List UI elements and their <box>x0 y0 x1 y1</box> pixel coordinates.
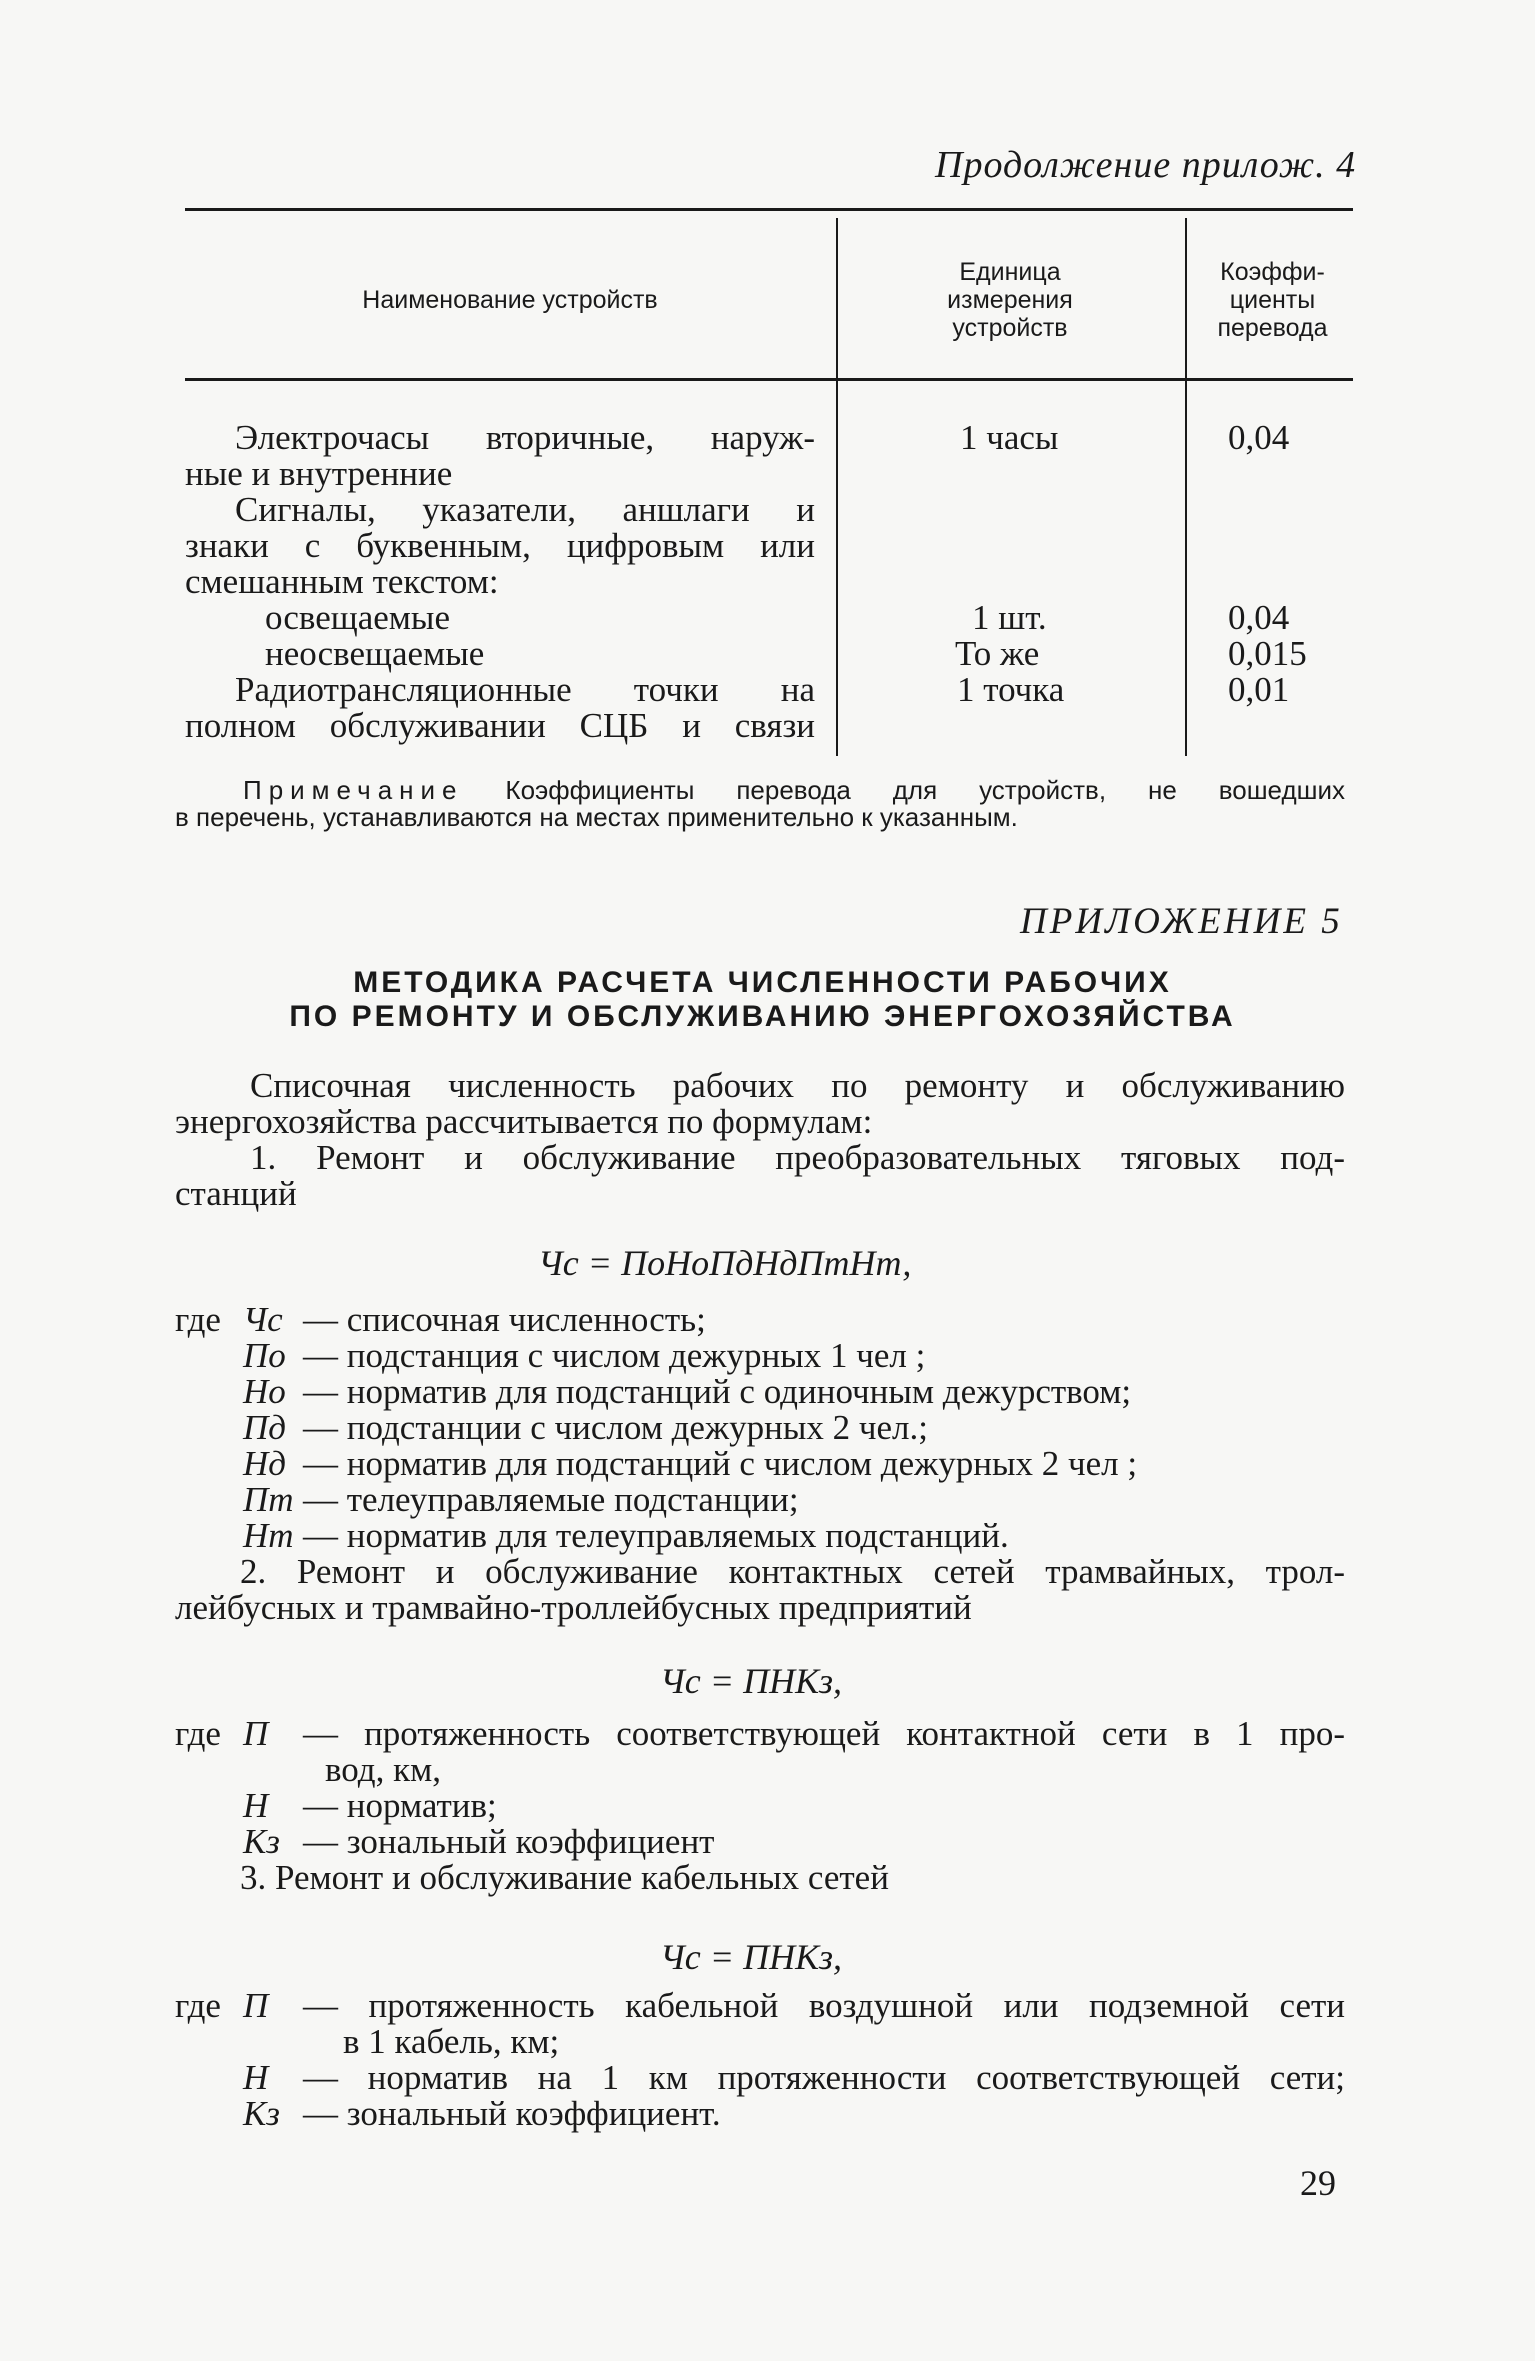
definition-item: Нт — норматив для телеуправляемых подстанций. <box>243 1516 1009 1555</box>
item-3-paragraph: 3. Ремонт и обслуживание кабельных сетей <box>240 1858 889 1897</box>
table-row: Сигналы, указатели, аншлаги и знаки с буквенным, цифровым или смешанным текстом: <box>185 490 815 601</box>
definitions-2: где П — протяженность соответствующей контактной сети в 1 про- вод, км, Н — норматив; Кз — зональный коэффициент <box>175 1714 1345 1861</box>
definition-item: где Чс — списочная численность; <box>175 1300 706 1339</box>
table-top-rule <box>185 208 1353 211</box>
definition-item: Кз — зональный коэффициент. <box>243 2094 721 2133</box>
intro-paragraph: Списочная численность рабочих по ремонту и обслуживанию энергохозяйства рассчитывается по формулам: <box>175 1066 1345 1141</box>
coef-cell: 0,015 <box>1228 634 1307 673</box>
formula-3: Чс = ПНКз, <box>660 1937 843 1977</box>
table-row: Радиотрансляционные точки на полном обслуживании СЦБ и связи <box>185 670 815 745</box>
definition-item: Кз — зональный коэффициент <box>243 1822 715 1861</box>
item-1-paragraph: 1. Ремонт и обслуживание преобразовательных тяговых под- станций <box>175 1138 1345 1213</box>
definition-item: По — подстанция с числом дежурных 1 чел ; <box>243 1336 926 1375</box>
appendix-label: ПРИЛОЖЕНИЕ 5 <box>1020 901 1343 942</box>
definition-item: Пт — телеуправляемые подстанции; <box>243 1480 799 1519</box>
definitions-1 <box>175 1302 1345 1554</box>
definition-item: Пд — подстанции с числом дежурных 2 чел.; <box>243 1408 928 1447</box>
coef-cell: 0,01 <box>1228 670 1290 709</box>
unit-cell: 1 шт. <box>972 598 1047 637</box>
table-row: неосвещаемые <box>265 634 485 673</box>
unit-cell: 1 точка <box>957 670 1065 709</box>
coef-cell: 0,04 <box>1228 598 1290 637</box>
table-row: освещаемые <box>265 598 450 637</box>
appendix-title: МЕТОДИКА РАСЧЕТА ЧИСЛЕННОСТИ РАБОЧИХ ПО РЕМОНТУ И ОБСЛУЖИВАНИЮ ЭНЕРГОХОЗЯЙСТВА <box>289 966 1236 1033</box>
formula-1: Чс = ПоНоПдНдПтНт, <box>538 1243 912 1283</box>
definition-item: Нд — норматив для подстанций с числом дежурных 2 чел ; <box>243 1444 1138 1483</box>
table-note: Примечание Коэффициенты перевода для устройств, не вошедших в перечень, устанавливаются на местах применительно к указанным. <box>175 775 1345 832</box>
table-header-rule <box>185 378 1353 381</box>
page-number: 29 <box>1300 2163 1336 2203</box>
definitions-3: где П — протяженность кабельной воздушной или подземной сети в 1 кабель, км; Н — норматив на 1 км протяженности соответствующей сети; Кз — зональный коэффициент. <box>175 1986 1345 2133</box>
item-2-paragraph: 2. Ремонт и обслуживание контактных сетей трамвайных, трол- лейбусных и трамвайно-троллейбусных предприятий <box>175 1552 1345 1627</box>
definition-item: где П — протяженность кабельной воздушной или подземной сети <box>175 1986 1345 2025</box>
unit-cell: 1 часы <box>960 418 1059 457</box>
definition-item: Н — норматив; <box>243 1786 497 1825</box>
running-head: Продолжение прилож. 4 <box>935 144 1357 186</box>
formula-2: Чс = ПНКз, <box>660 1661 843 1701</box>
coef-cell: 0,04 <box>1228 418 1290 457</box>
table-col-divider-2 <box>1185 218 1187 756</box>
definition-item: Но — норматив для подстанций с одиночным дежурством; <box>243 1372 1132 1411</box>
table-row: Электрочасы вторичные, наруж- ные и внутренние <box>185 418 815 493</box>
col-header-name: Наименование устройств <box>362 286 658 314</box>
col-header-unit: Единица измерения устройств <box>947 258 1073 342</box>
note-label: Примечание <box>243 775 464 805</box>
unit-cell: То же <box>955 634 1040 673</box>
definition-item: Н — норматив на 1 км протяженности соответствующей сети; <box>243 2058 1345 2097</box>
table-col-divider-1 <box>836 218 838 756</box>
col-header-coef: Коэффи- циенты перевода <box>1217 258 1328 342</box>
definition-item: где П — протяженность соответствующей контактной сети в 1 про- <box>175 1714 1345 1753</box>
